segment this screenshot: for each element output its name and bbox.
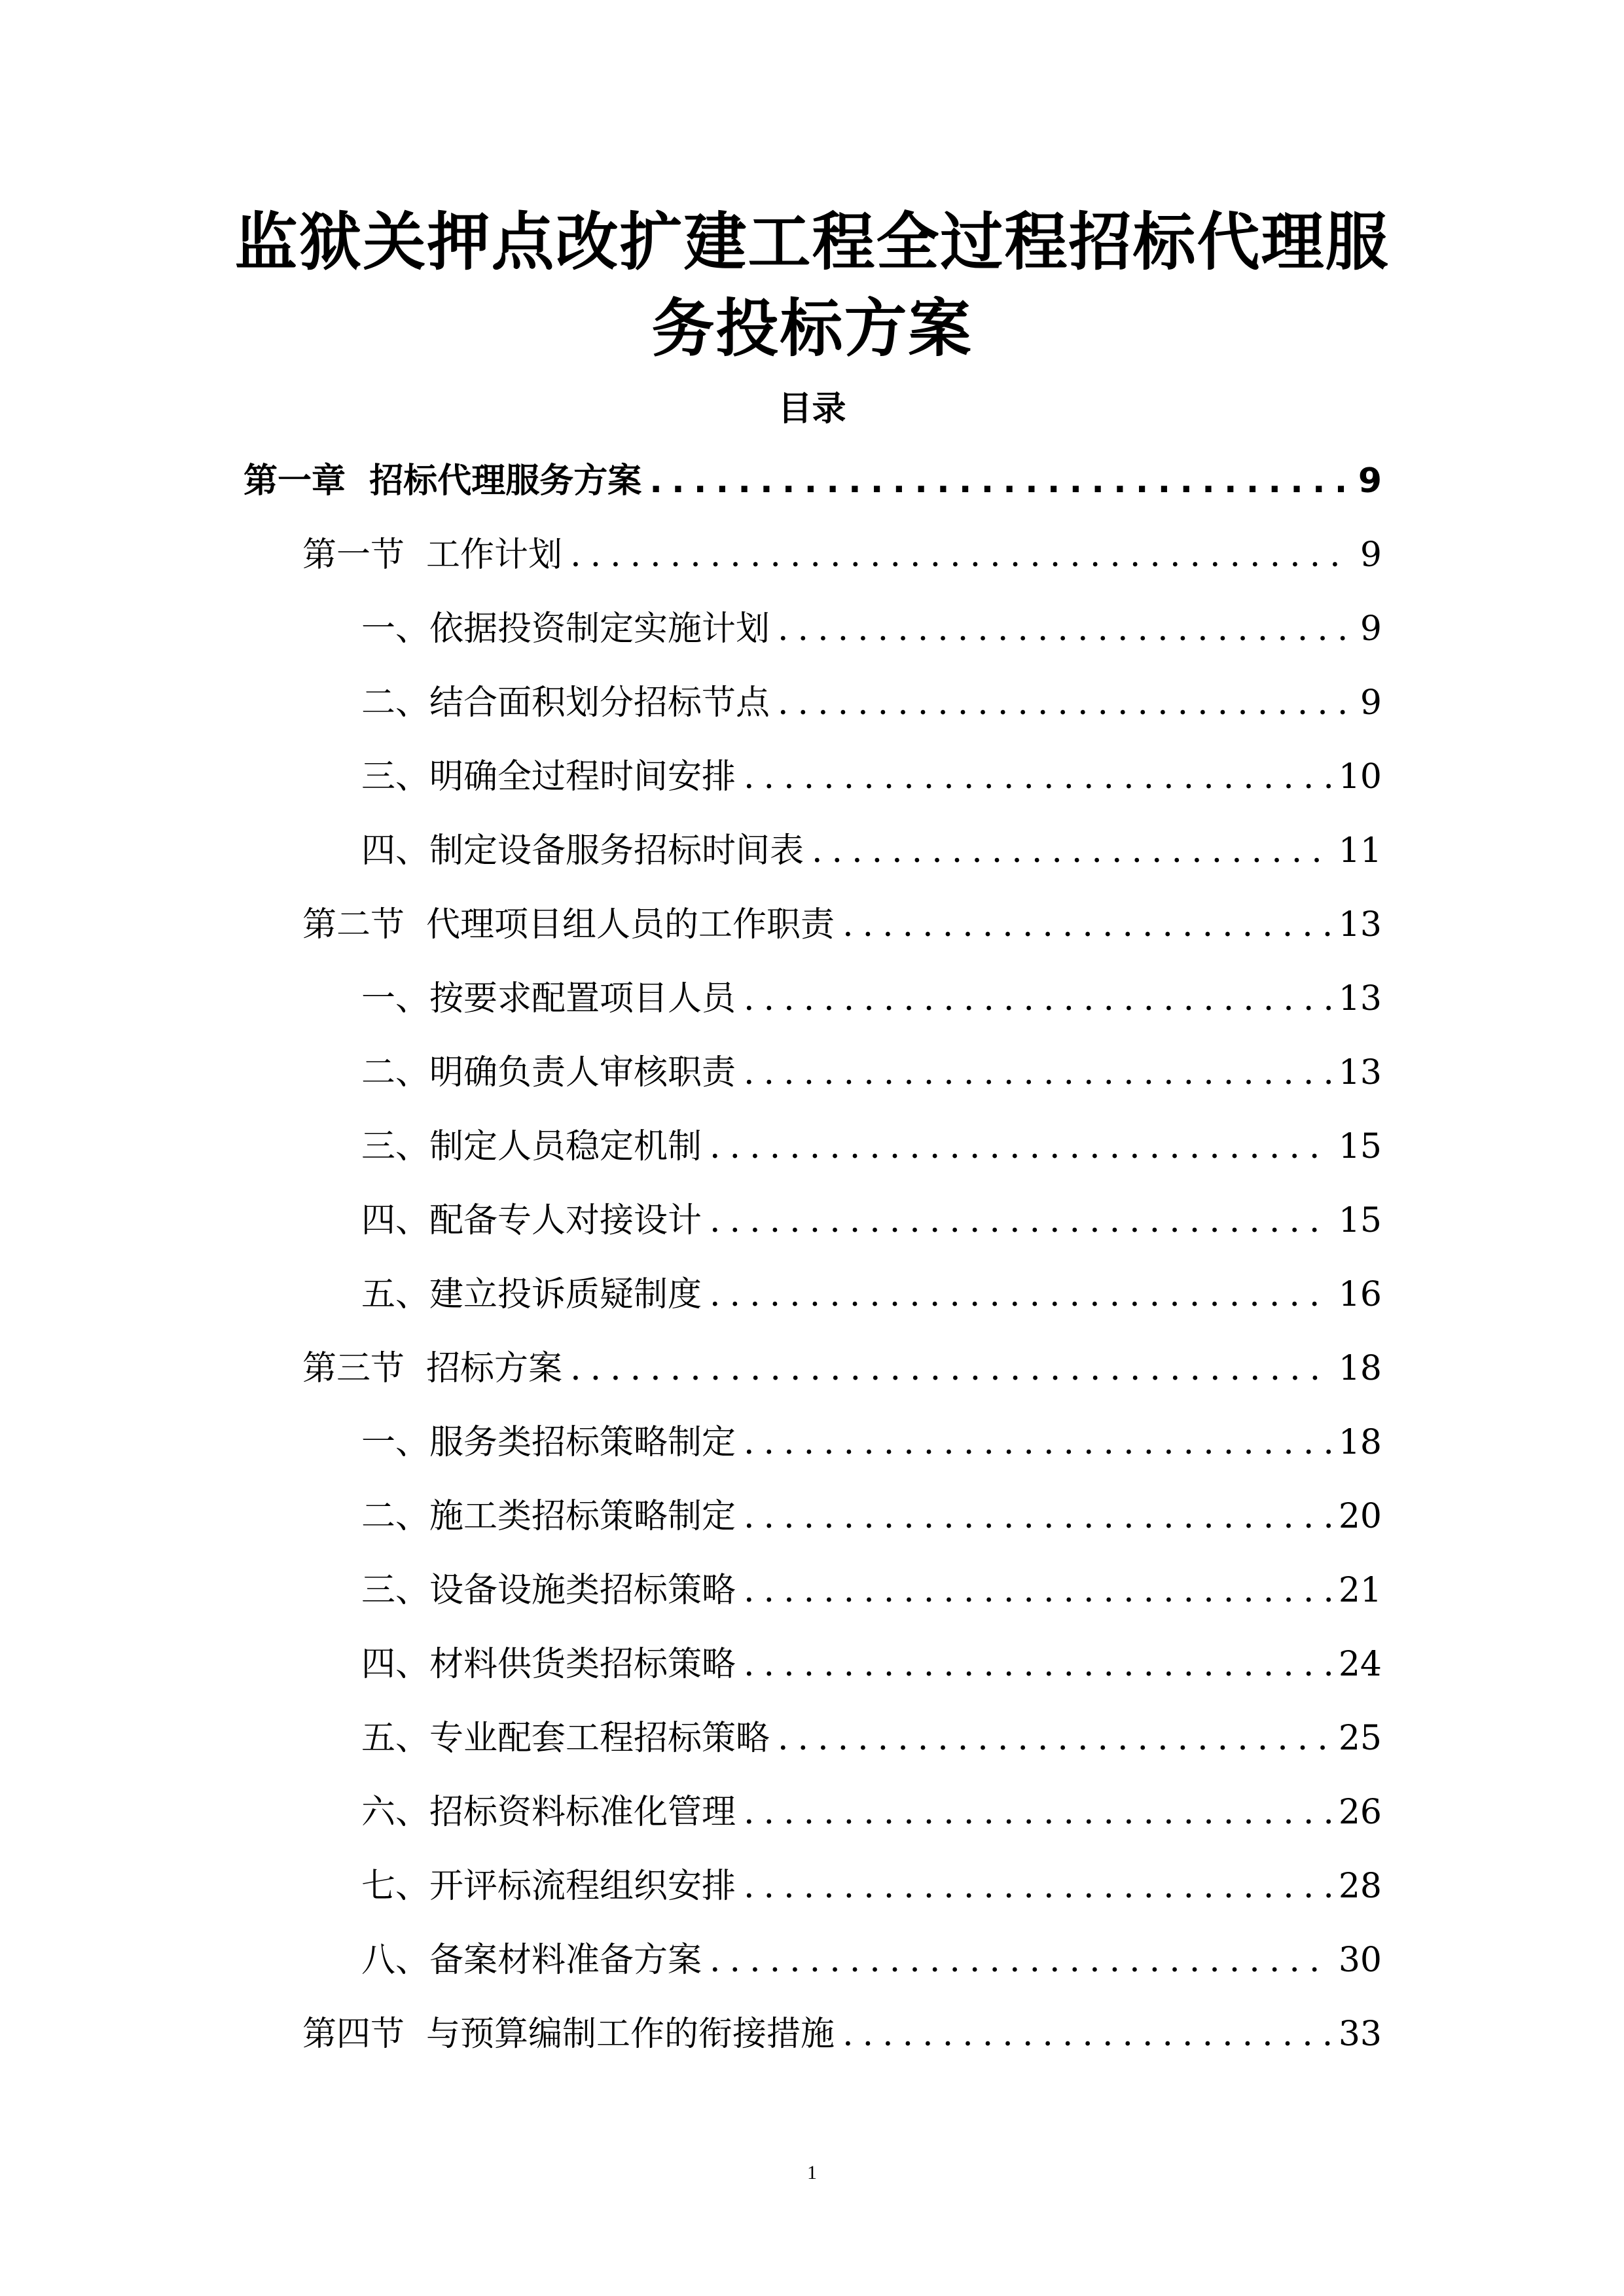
toc-entry-label: 五、建立投诉质疑制度 (361, 1275, 702, 1314)
toc-entry-label: 七、开评标流程组织安排 (361, 1867, 736, 1906)
toc-entry-label: 四、制定设备服务招标时间表 (361, 831, 804, 870)
toc-entry-page: 33 (1338, 2015, 1382, 2054)
toc-entry-page: 9 (1358, 461, 1382, 501)
toc-leader-dots (778, 600, 1348, 658)
toc-entry-label: 六、招标资料标准化管理 (361, 1793, 736, 1832)
toc-entry[interactable] (361, 1265, 1382, 1324)
toc-entry-label: 一、服务类招标策略制定 (361, 1423, 736, 1462)
toc-entry[interactable] (361, 1709, 1382, 1768)
toc-entry[interactable] (361, 1783, 1382, 1842)
toc-entry[interactable] (361, 1191, 1382, 1250)
toc-leader-dots (744, 1043, 1331, 1102)
page-number: 1 (807, 2162, 817, 2183)
toc-leader-dots (710, 1931, 1331, 1990)
toc-entry-page: 25 (1338, 1719, 1382, 1758)
toc-entry-label: 第四节 与预算编制工作的衔接措施 (302, 2015, 835, 2054)
toc-entry-page: 11 (1338, 831, 1382, 870)
toc-leader-dots (744, 1487, 1331, 1546)
toc-leader-dots (710, 1191, 1331, 1250)
toc-entry[interactable] (302, 1339, 1382, 1398)
toc-entry[interactable] (244, 452, 1382, 511)
toc-leader-dots (842, 895, 1331, 954)
toc-leader-dots (744, 1783, 1331, 1842)
toc-leader-dots (570, 1339, 1331, 1398)
toc-entry-page: 24 (1338, 1645, 1382, 1684)
toc-entry-page: 30 (1338, 1941, 1382, 1980)
toc-leader-dots (744, 747, 1331, 806)
toc-entry[interactable] (361, 1043, 1382, 1102)
toc-entry-label: 第一章 招标代理服务方案 (244, 461, 642, 501)
toc-entry[interactable] (302, 2005, 1382, 2064)
toc-entry-label: 三、明确全过程时间安排 (361, 757, 736, 797)
toc-entry-label: 二、结合面积划分招标节点 (361, 683, 770, 723)
toc-entry-page: 18 (1338, 1349, 1382, 1388)
toc-leader-dots (744, 1561, 1331, 1620)
toc-entry-label: 四、配备专人对接设计 (361, 1201, 702, 1240)
toc-leader-dots (570, 526, 1348, 584)
toc-entry[interactable] (302, 895, 1382, 954)
toc-entry-label: 第一节 工作计划 (302, 535, 563, 575)
toc-leader-dots (778, 1709, 1331, 1768)
toc-entry-label: 三、制定人员稳定机制 (361, 1127, 702, 1166)
toc-entry-label: 二、施工类招标策略制定 (361, 1497, 736, 1536)
toc-leader-dots (649, 452, 1348, 511)
document-title-line-1: 监狱关押点改扩建工程全过程招标代理服 (234, 206, 1390, 279)
toc-entry-page: 21 (1338, 1571, 1382, 1610)
toc-entry-page: 18 (1338, 1423, 1382, 1462)
toc-entry-page: 13 (1338, 905, 1382, 944)
toc-entry-label: 第三节 招标方案 (302, 1349, 563, 1388)
toc-entry-label: 八、备案材料准备方案 (361, 1941, 702, 1980)
toc-entry-page: 20 (1338, 1497, 1382, 1536)
toc-leader-dots (744, 1413, 1331, 1472)
toc-entry-page: 9 (1360, 609, 1382, 649)
toc-entry-label: 一、依据投资制定实施计划 (361, 609, 770, 649)
toc-entry-label: 二、明确负责人审核职责 (361, 1053, 736, 1092)
toc-leader-dots (744, 1857, 1331, 1916)
toc-entry[interactable] (361, 1857, 1382, 1916)
toc-entry-page: 15 (1338, 1127, 1382, 1166)
toc-entry[interactable] (361, 1413, 1382, 1472)
toc-entry[interactable] (361, 1487, 1382, 1546)
toc-entry[interactable] (361, 821, 1382, 880)
toc-entry-label: 五、专业配套工程招标策略 (361, 1719, 770, 1758)
toc-entry-page: 13 (1338, 979, 1382, 1018)
toc-entry[interactable] (361, 1117, 1382, 1176)
toc-entry-page: 28 (1338, 1867, 1382, 1906)
toc-leader-dots (710, 1117, 1331, 1176)
toc-entry-label: 三、设备设施类招标策略 (361, 1571, 736, 1610)
toc-entry[interactable] (361, 1931, 1382, 1990)
toc-entry[interactable] (361, 600, 1382, 658)
toc-entry[interactable] (361, 1635, 1382, 1694)
toc-entry-label: 一、按要求配置项目人员 (361, 979, 736, 1018)
toc-leader-dots (842, 2005, 1331, 2064)
toc-entry-label: 第二节 代理项目组人员的工作职责 (302, 905, 835, 944)
toc-entry-page: 10 (1338, 757, 1382, 797)
toc-entry-page: 15 (1338, 1201, 1382, 1240)
toc-heading: 目录 (778, 389, 846, 429)
toc-entry-page: 26 (1338, 1793, 1382, 1832)
toc-entry[interactable] (361, 969, 1382, 1028)
toc-entry[interactable] (361, 747, 1382, 806)
toc-entry[interactable] (361, 673, 1382, 732)
toc-entry-page: 9 (1360, 683, 1382, 723)
toc-leader-dots (710, 1265, 1331, 1324)
document-title-line-2: 务投标方案 (651, 292, 973, 365)
toc-leader-dots (744, 969, 1331, 1028)
toc-leader-dots (778, 673, 1348, 732)
toc-entry[interactable] (302, 526, 1382, 584)
toc-entry-page: 13 (1338, 1053, 1382, 1092)
toc-leader-dots (812, 821, 1331, 880)
toc-entry-page: 16 (1338, 1275, 1382, 1314)
toc-entry-page: 9 (1360, 535, 1382, 575)
toc-entry-label: 四、材料供货类招标策略 (361, 1645, 736, 1684)
toc-leader-dots (744, 1635, 1331, 1694)
toc-entry[interactable] (361, 1561, 1382, 1620)
